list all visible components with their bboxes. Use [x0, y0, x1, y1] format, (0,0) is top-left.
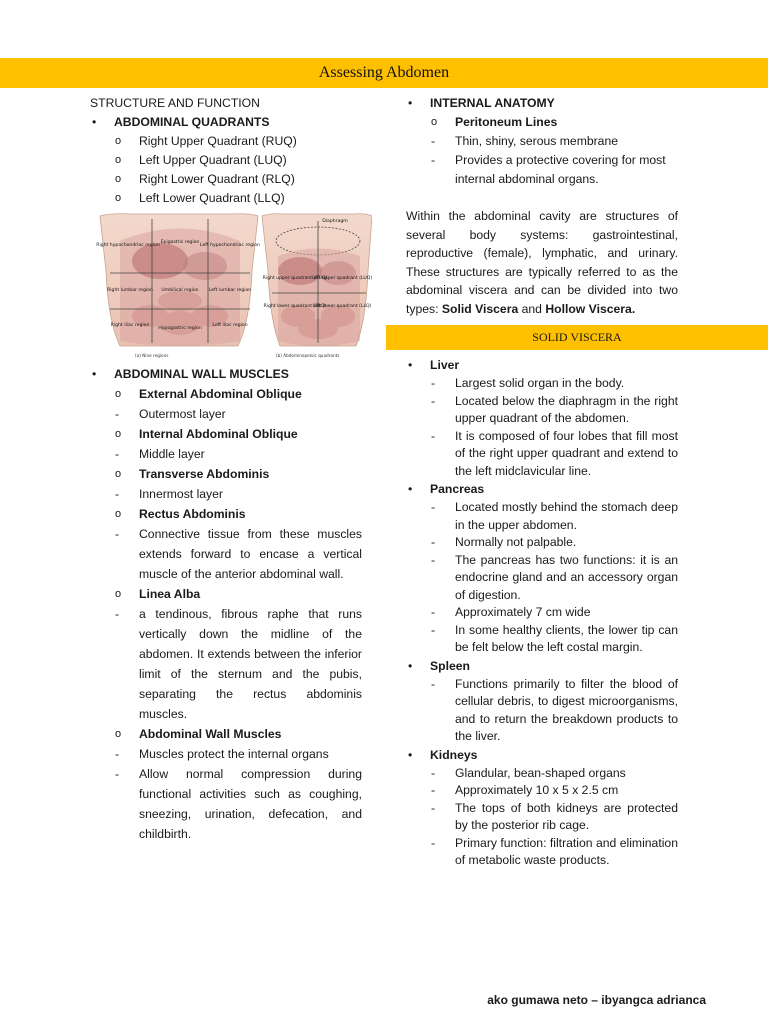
dash-icon: -	[115, 607, 120, 621]
dash-icon: -	[431, 134, 436, 148]
dash-icon: -	[431, 153, 436, 167]
bullet-icon: •	[408, 658, 413, 673]
abdomen-illustration	[90, 211, 372, 361]
bullet-icon: •	[92, 367, 97, 381]
circle-bullet-icon: o	[115, 173, 122, 185]
bullet-icon: •	[92, 115, 97, 129]
circle-bullet-icon: o	[115, 192, 122, 204]
list-item: - Connective tissue from these muscles extends forward to encase a vertical muscle of the anterior abdominal wall.	[90, 524, 362, 584]
list-item: - Located below the diaphragm in the right upper quadrant of the abdomen.	[431, 393, 678, 425]
list-item: - In some healthy clients, the lower tip can be felt below the left costal margin.	[431, 622, 678, 654]
list-item: - Outermost layer	[90, 404, 362, 424]
circle-bullet-icon: o	[115, 135, 122, 147]
organ-heading: • Spleen	[406, 657, 678, 676]
dash-icon: -	[115, 407, 120, 421]
list-item: - Glandular, bean-shaped organs	[406, 765, 678, 783]
region-label: Right iliac region	[110, 323, 150, 328]
muscles-heading: • ABDOMINAL WALL MUSCLES	[90, 365, 362, 384]
list-item: - Approximately 10 x 5 x 2.5 cm	[406, 782, 678, 800]
region-label: Hypogastric region	[158, 326, 202, 331]
list-item: o Rectus Abdominis	[90, 504, 362, 524]
circle-bullet-icon: o	[115, 728, 122, 740]
organ-heading: • Pancreas	[406, 480, 678, 499]
list-item: - Innermost layer	[90, 484, 362, 504]
region-label: Left lumbar region	[208, 288, 252, 293]
dash-icon: -	[431, 500, 436, 514]
abdomen-regions-figure	[90, 211, 372, 361]
list-item: - Provides a protective covering for most internal abdominal organs.	[431, 153, 666, 186]
quadrant-label: Left upper quadrant (LUQ)	[311, 276, 372, 281]
list-item: - Middle layer	[90, 444, 362, 464]
list-item: - Largest solid organ in the body.	[406, 375, 678, 393]
dash-icon: -	[431, 835, 436, 850]
list-item: o Peritoneum Lines	[406, 113, 678, 132]
list-item: - Muscles protect the internal organs	[90, 744, 362, 764]
left-column	[90, 94, 372, 844]
solid-viscera-list	[406, 356, 678, 870]
bullet-icon: •	[408, 482, 413, 496]
list-item: - Located mostly behind the stomach deep in the upper abdomen.	[431, 500, 678, 532]
dash-icon: -	[431, 428, 436, 443]
figure-caption: (b) Abdominopelvic quadrants	[276, 353, 340, 358]
circle-bullet-icon: o	[115, 428, 122, 440]
dash-icon: -	[431, 535, 436, 549]
dash-icon: -	[431, 765, 436, 780]
dash-icon: -	[431, 800, 436, 815]
page-title: Assessing Abdomen	[318, 64, 450, 81]
dash-icon: -	[431, 376, 436, 390]
list-item: - It is composed of four lobes that fill most of the right upper quadrant and extend to the left midclavicular line.	[431, 428, 678, 478]
region-label: Right lumbar region	[107, 288, 153, 293]
region-label: Left iliac region	[212, 323, 248, 328]
quadrant-label: Left lower quadrant (LLQ)	[312, 304, 372, 309]
list-item: o Linea Alba	[90, 584, 362, 604]
list-item: - Allow normal compression during functional activities such as coughing, sneezing, urination, defecation, and childbirth.	[90, 764, 362, 844]
list-item: o Right Lower Quadrant (RLQ)	[90, 170, 362, 189]
diaphragm-label: Diaphragm	[322, 219, 348, 224]
circle-bullet-icon: o	[115, 388, 122, 400]
list-item: o Internal Abdominal Oblique	[90, 424, 362, 444]
dash-icon: -	[431, 393, 436, 408]
region-label: Umbilical region	[161, 288, 199, 293]
bullet-icon: •	[408, 96, 413, 110]
dash-icon: -	[431, 622, 436, 637]
dash-icon: -	[115, 487, 120, 501]
list-item: - The pancreas has two functions: it is an endocrine gland and an accessory organ of digestion.	[431, 552, 678, 602]
dash-icon: -	[115, 747, 120, 761]
bullet-icon: •	[408, 358, 413, 372]
circle-bullet-icon: o	[431, 116, 438, 128]
region-label: Epigastric region	[160, 240, 200, 245]
viscera-paragraph: Within the abdominal cavity are structures of several body systems: gastrointestinal, reproductive (female), lymphatic, and urinary. These structures are typically referred to as the abdominal viscera and can be divided into two types: Solid Viscera and Hollow Viscera.	[406, 209, 678, 316]
quadrants-heading: • ABDOMINAL QUADRANTS	[90, 113, 362, 132]
list-item: o Left Lower Quadrant (LLQ)	[90, 189, 362, 208]
quadrant-label: Right upper quadrant (RUQ)	[262, 276, 328, 281]
list-item: - The tops of both kidneys are protected by the posterior rib cage.	[431, 800, 678, 832]
list-item: - a tendinous, fibrous raphe that runs vertically down the midline of the abdomen. It extends between the inferior limit of the sternum and the pubis, separating the rectus abdominis muscles.	[90, 604, 362, 724]
figure-caption: (a) Nine regions	[135, 353, 169, 358]
circle-bullet-icon: o	[115, 588, 122, 600]
dash-icon: -	[115, 767, 120, 781]
structure-heading: STRUCTURE AND FUNCTION	[90, 96, 260, 110]
list-item: - Functions primarily to filter the blood of cellular debris, to digest microorganisms, and to return the breakdown products to the liver.	[431, 676, 678, 743]
quadrant-label: Right lower quadrant (RLQ)	[263, 304, 327, 309]
footer-credit: ako gumawa neto – ibyangca adrianca	[487, 993, 706, 1007]
list-item: - Thin, shiny, serous membrane	[406, 132, 678, 151]
dash-icon: -	[431, 783, 436, 797]
organ-heading: • Kidneys	[406, 746, 678, 765]
dash-icon: -	[115, 447, 120, 461]
title-bar	[0, 58, 768, 88]
list-item: - Normally not palpable.	[406, 534, 678, 552]
list-item: o Right Upper Quadrant (RUQ)	[90, 132, 362, 151]
bullet-icon: •	[408, 747, 413, 762]
right-column	[406, 94, 678, 319]
circle-bullet-icon: o	[115, 468, 122, 480]
list-item: o External Abdominal Oblique	[90, 384, 362, 404]
section-title: SOLID VISCERA	[532, 330, 622, 344]
list-item: - Primary function: filtration and elimination of metabolic waste products.	[431, 835, 678, 867]
circle-bullet-icon: o	[115, 508, 122, 520]
region-label: Right hypochondriac region	[96, 243, 160, 248]
dash-icon: -	[431, 605, 436, 619]
dash-icon: -	[431, 676, 436, 691]
region-label: Left hypochondriac region	[199, 243, 261, 248]
anatomy-heading: • INTERNAL ANATOMY	[406, 94, 678, 113]
list-item: o Abdominal Wall Muscles	[90, 724, 362, 744]
solid-viscera-bar	[386, 325, 768, 350]
dash-icon: -	[115, 527, 120, 541]
circle-bullet-icon: o	[115, 154, 122, 166]
list-item: o Transverse Abdominis	[90, 464, 362, 484]
organ-heading: • Liver	[406, 356, 678, 375]
list-item: - Approximately 7 cm wide	[406, 604, 678, 622]
list-item: o Left Upper Quadrant (LUQ)	[90, 151, 362, 170]
dash-icon: -	[431, 552, 436, 567]
